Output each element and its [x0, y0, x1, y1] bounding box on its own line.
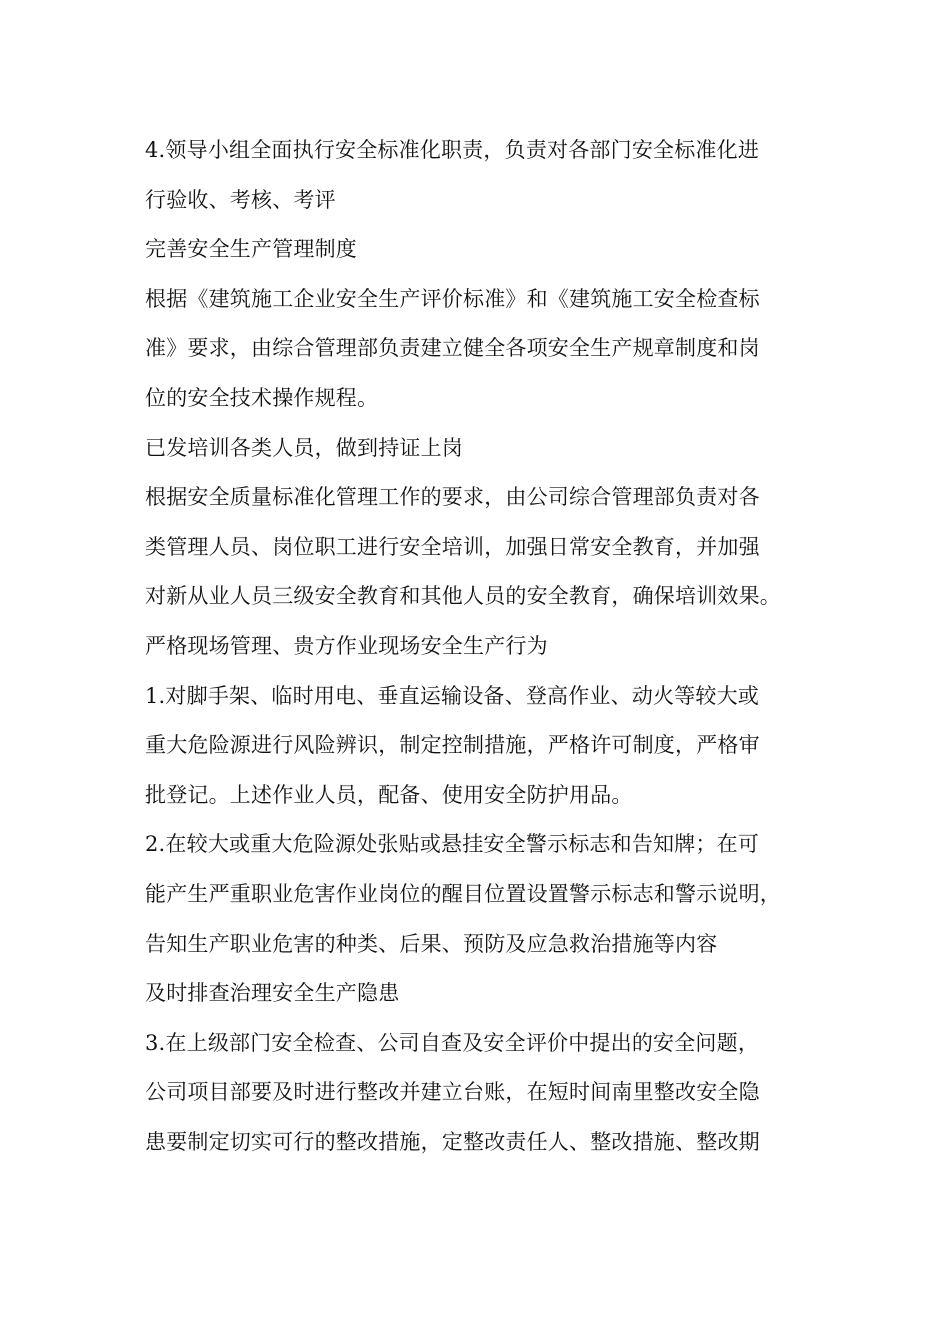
text-line: 公司项目部要及时进行整改并建立台账，在短时间南里整改安全隐: [145, 1080, 760, 1105]
text-line: 位的安全技术操作规程。: [145, 385, 379, 410]
text-line: 根据安全质量标准化管理工作的要求，由公司综合管理部负责对各: [145, 485, 760, 510]
text-line: 告知生产职业危害的种类、后果、预防及应急救治措施等内容: [145, 931, 718, 956]
section-heading: 完善安全生产管理制度: [145, 237, 357, 262]
section-heading: 已发培训各类人员，做到持证上岗: [145, 435, 463, 460]
text-line: 2.在较大或重大危险源处张贴或悬挂安全警示标志和告知牌；在可: [145, 832, 760, 857]
text-line: 批登记。上述作业人员，配备、使用安全防护用品。: [145, 782, 633, 807]
text-line: 重大危险源进行风险辨识，制定控制措施，严格许可制度，严格审: [145, 733, 760, 758]
text-line: 准》要求，由综合管理部负责建立健全各项安全生产规章制度和岗: [145, 336, 760, 361]
text-line: 4.领导小组全面执行安全标准化职责，负责对各部门安全标准化进: [145, 138, 760, 162]
text-line: 能产生严重职业危害作业岗位的醒目位置设置警示标志和警示说明，: [145, 881, 781, 906]
text-line: 对新从业人员三级安全教育和其他人员的安全教育，确保培训效果。: [145, 584, 781, 609]
text-line: 类管理人员、岗位职工进行安全培训，加强日常安全教育，并加强: [145, 534, 760, 559]
text-line: 根据《建筑施工企业安全生产评价标准》和《建筑施工安全检查标: [145, 286, 760, 311]
section-heading: 及时排查治理安全生产隐患: [145, 981, 400, 1006]
section-heading: 严格现场管理、贵方作业现场安全生产行为: [145, 633, 548, 658]
document-body: [145, 126, 825, 1167]
text-line: 患要制定切实可行的整改措施，定整改责任人、整改措施、整改期: [145, 1129, 760, 1154]
text-line: 1.对脚手架、临时用电、垂直运输设备、登高作业、动火等较大或: [145, 683, 760, 708]
text-line: 行验收、考核、考评: [145, 187, 336, 212]
text-line: 3.在上级部门安全检查、公司自查及安全评价中提出的安全问题，: [145, 1030, 760, 1055]
